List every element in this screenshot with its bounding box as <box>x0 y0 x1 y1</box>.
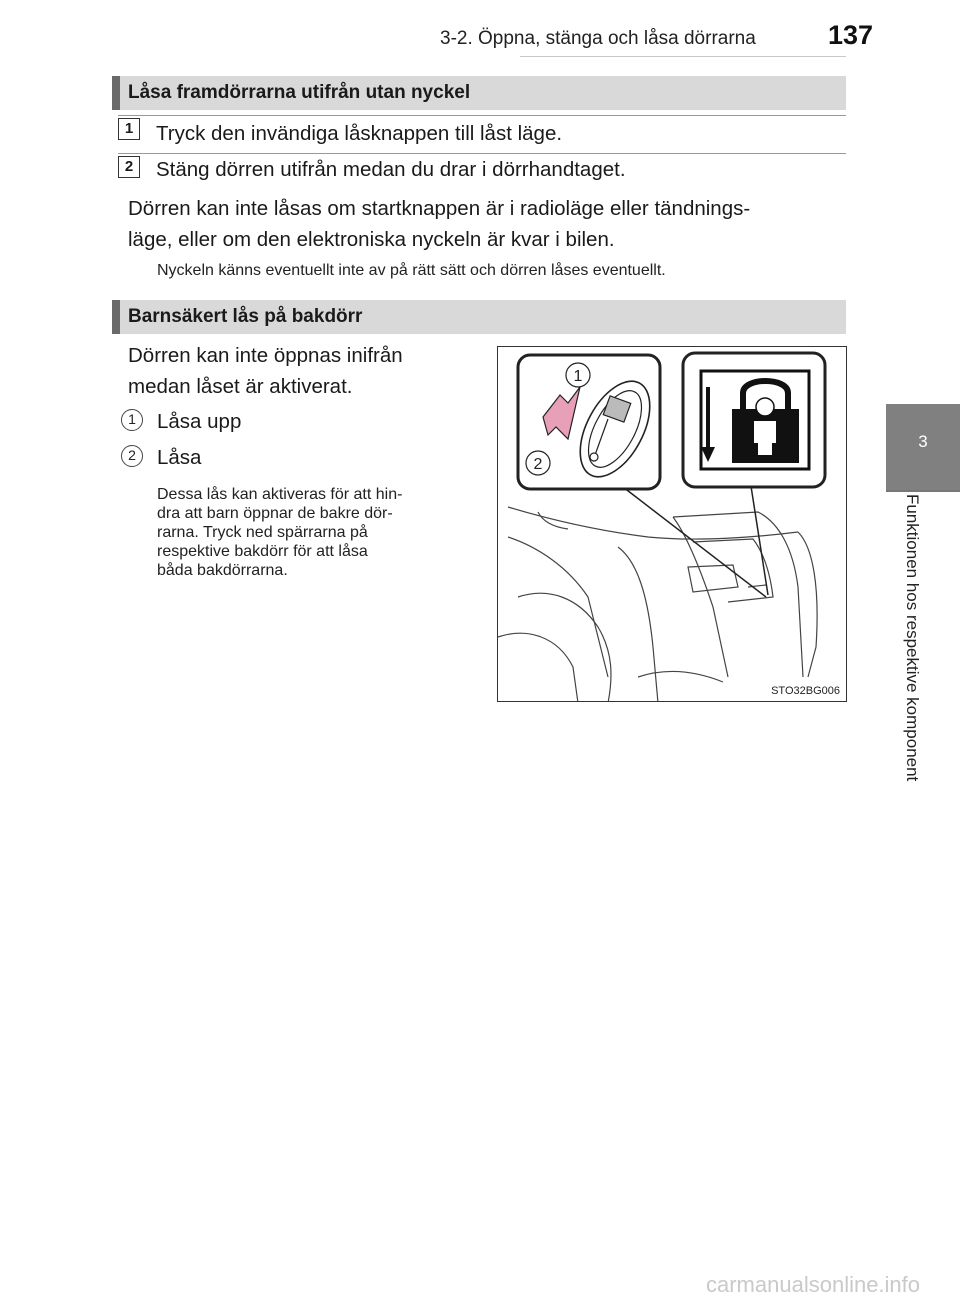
step-divider <box>118 153 846 154</box>
chapter-number: 3 <box>918 432 928 451</box>
item-number-badge: 1 <box>121 409 143 431</box>
step-text: Stäng dörren utifrån medan du drar i dörrhandtaget. <box>156 158 626 181</box>
intro-line: Dörren kan inte öppnas inifrån <box>128 344 403 367</box>
callout-1: 1 <box>573 368 583 385</box>
section-title: Låsa framdörrarna utifrån utan nyckel <box>128 82 471 103</box>
paragraph-line: Dörren kan inte låsas om startknappen är i radioläge eller tändnings- <box>128 197 751 220</box>
watermark: carmanualsonline.info <box>706 1272 921 1297</box>
note-line: rarna. Tryck ned spärrarna på <box>157 524 368 541</box>
callout-2: 2 <box>533 456 543 473</box>
chapter-title: Funktionen hos respektive komponent <box>903 494 922 782</box>
header-rule <box>520 56 846 57</box>
step-badge: 2 <box>118 156 140 178</box>
heading-accent <box>112 300 120 334</box>
chapter-tab-rule <box>886 490 960 492</box>
item-label: Låsa <box>157 446 202 469</box>
page-number: 137 <box>828 20 874 50</box>
paragraph-line: läge, eller om den elektroniska nyckeln är kvar i bilen. <box>128 228 615 251</box>
car-door-drawing <box>498 347 847 702</box>
chapter-tab <box>886 404 960 490</box>
section-heading-front-doors <box>112 76 846 110</box>
note-text: Nyckeln känns eventuellt inte av på rätt sätt och dörren låses eventuellt. <box>157 262 666 279</box>
section-heading-child-lock <box>112 300 846 334</box>
note-line: båda bakdörrarna. <box>157 562 288 579</box>
item-number-badge: 2 <box>121 445 143 467</box>
step-divider <box>118 115 846 116</box>
step-badge: 1 <box>118 118 140 140</box>
child-lock-illustration <box>497 346 847 702</box>
note-line: dra att barn öppnar de bakre dör- <box>157 505 393 522</box>
illustration-code: STO32BG006 <box>771 685 840 697</box>
step-text: Tryck den invändiga låsknappen till låst läge. <box>156 122 563 145</box>
intro-line: medan låset är aktiverat. <box>128 375 353 398</box>
running-header: 3-2. Öppna, stänga och låsa dörrarna <box>440 28 756 49</box>
note-line: respektive bakdörr för att låsa <box>157 543 368 560</box>
note-line: Dessa lås kan aktiveras för att hin- <box>157 486 403 503</box>
item-label: Låsa upp <box>157 410 242 433</box>
heading-accent <box>112 76 120 110</box>
section-title: Barnsäkert lås på bakdörr <box>128 306 363 327</box>
